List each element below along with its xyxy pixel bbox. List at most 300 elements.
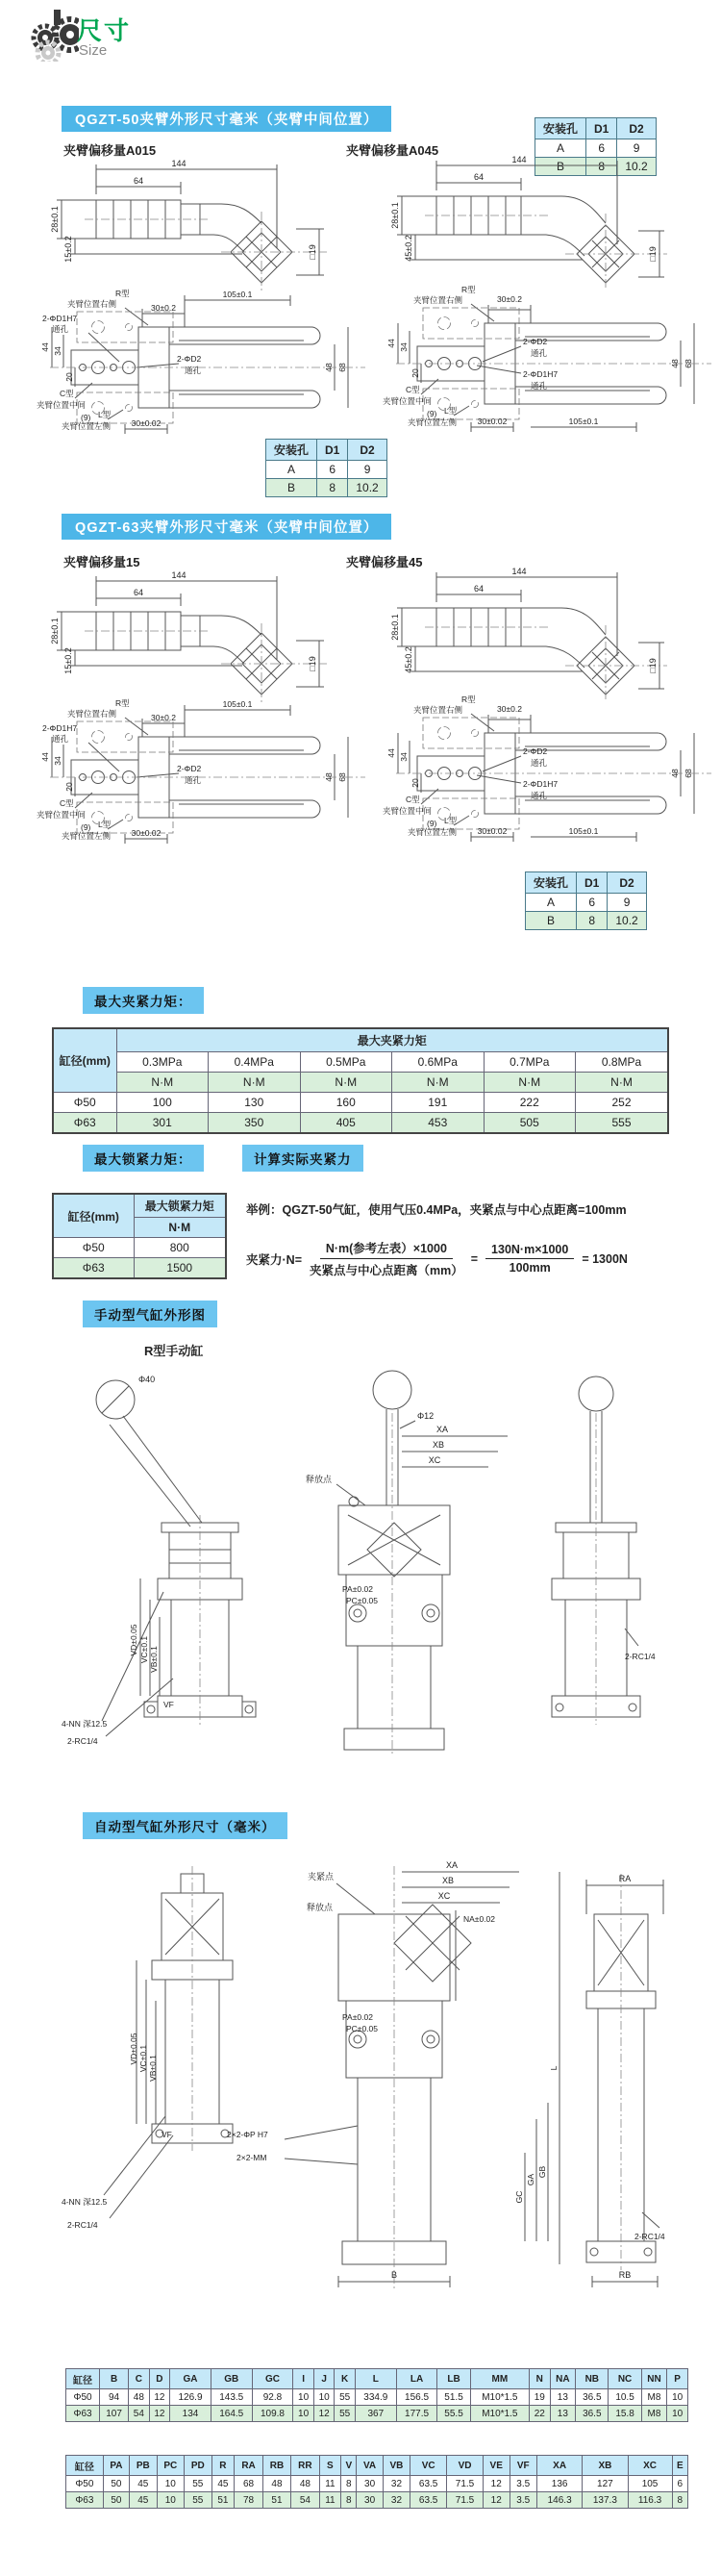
table-cell: 10 <box>293 2389 314 2406</box>
table-cell: M10*1.5 <box>470 2389 529 2406</box>
table-cell: 10 <box>157 2476 185 2492</box>
column-header: L <box>355 2369 396 2389</box>
table-cell: 13 <box>550 2406 576 2422</box>
formula-result: = 1300N <box>582 1251 628 1266</box>
type-desc: 夹臂位置右侧 <box>413 295 463 305</box>
span-header: 最大锁紧力矩 <box>134 1194 226 1218</box>
dim-label: 30±0.2 <box>497 294 522 304</box>
dim-label: □19 <box>648 658 658 673</box>
table-cell: A <box>266 461 317 479</box>
page-title: 尺寸 <box>77 16 132 45</box>
dim-label: 34 <box>53 756 62 766</box>
table-cell: B <box>526 912 577 930</box>
dim-label: 48 <box>670 769 680 778</box>
dim-label: 28±0.1 <box>390 614 400 641</box>
column-header: RB <box>262 2456 290 2476</box>
calc-title: 计算实际夹紧力 <box>242 1145 363 1172</box>
table-cell: 105 <box>628 2476 672 2492</box>
table-cell: 164.5 <box>211 2406 252 2422</box>
type-label: C型 <box>60 389 74 398</box>
mount-hole-table-2 <box>265 439 387 497</box>
dim-label: VF <box>163 1700 174 1709</box>
type-label: C型 <box>406 795 420 804</box>
column-header: VE <box>483 2456 510 2476</box>
pressure-cell: 0.8MPa <box>576 1052 669 1073</box>
type-label: L型 <box>444 406 458 416</box>
table-cell: 55 <box>335 2389 356 2406</box>
table-cell: 22 <box>530 2406 551 2422</box>
type-desc: 夹臂位置中间 <box>383 806 433 816</box>
dim-label: 15±0.2 <box>63 236 73 263</box>
dim-label: 68 <box>337 363 347 372</box>
type-desc: 夹臂位置右侧 <box>67 709 117 719</box>
table-cell: 12 <box>483 2476 510 2492</box>
table-cell: 45 <box>211 2476 235 2492</box>
table-cell: Φ50 <box>66 2389 100 2406</box>
dim-label: 45±0.2 <box>404 646 413 673</box>
dim-label: 20 <box>64 782 74 792</box>
table-cell: 11 <box>319 2476 341 2492</box>
span-header: 最大夹紧力矩 <box>116 1028 668 1052</box>
table-cell: 13 <box>550 2389 576 2406</box>
table-cell: 143.5 <box>211 2389 252 2406</box>
column-header: PB <box>130 2456 158 2476</box>
column-header: VA <box>357 2456 383 2476</box>
table-cell: B <box>535 158 586 176</box>
table-cell: 36.5 <box>576 2406 609 2422</box>
dim-label: 48 <box>670 359 680 368</box>
centerlines <box>425 214 667 290</box>
hole-label: 通孔 <box>185 775 202 785</box>
dim-label: (9) <box>427 819 437 828</box>
dim-label: PC±0.05 <box>346 1596 379 1605</box>
manual-subtitle: R型手动缸 <box>144 1344 204 1358</box>
value-cell: 350 <box>209 1113 301 1134</box>
header-row <box>266 440 387 461</box>
pressure-cell: 0.7MPa <box>484 1052 576 1073</box>
section1-header: QGZT-50夹臂外形尺寸毫米（夹臂中间位置） <box>62 106 391 132</box>
column-header: NC <box>609 2369 641 2389</box>
dim-label: 30±0.2 <box>497 704 522 714</box>
column-header: D2 <box>617 118 656 139</box>
table-cell: 127 <box>583 2476 628 2492</box>
dim-label: 44 <box>386 748 396 758</box>
offset-label-a015: 夹臂偏移量A015 <box>63 143 157 158</box>
fork-drawing-s1-left <box>35 287 371 439</box>
dim-label: 30±0.2 <box>151 713 176 722</box>
dim-label: 30±0.02 <box>477 417 508 426</box>
arm-geometry <box>397 572 664 695</box>
column-header: K <box>335 2369 356 2389</box>
type-label: C型 <box>406 385 420 394</box>
column-header: GA <box>170 2369 211 2389</box>
dim-label: VB±0.1 <box>149 1646 159 1673</box>
type-desc: 夹臂位置中间 <box>37 400 87 410</box>
gear-logo-icon <box>15 6 79 62</box>
type-label: C型 <box>60 798 74 808</box>
manual-view-middle <box>336 1371 508 1750</box>
column-header: VD <box>447 2456 484 2476</box>
table-cell: M10*1.5 <box>470 2406 529 2422</box>
table-cell: 54 <box>129 2406 150 2422</box>
manual-view-left <box>96 1380 256 1736</box>
table-cell: 68 <box>235 2476 262 2492</box>
dim-label: (9) <box>81 413 91 422</box>
dim-label: 64 <box>133 176 144 186</box>
column-header: 安装孔 <box>266 440 317 461</box>
table-cell: 32 <box>383 2492 410 2509</box>
fork-drawing-s2-right <box>381 693 717 848</box>
table-cell: 146.3 <box>537 2492 583 2509</box>
table-cell: 36.5 <box>576 2389 609 2406</box>
dim-label: VC±0.1 <box>139 1635 149 1664</box>
dim-label: 68 <box>337 772 347 782</box>
hole-label: 通孔 <box>52 734 69 744</box>
dim-label: 44 <box>40 752 50 762</box>
dimension-table-2 <box>65 2455 688 2509</box>
formula-fraction <box>310 1239 463 1278</box>
table-row <box>66 2406 688 2422</box>
dim-label: 105±0.1 <box>568 826 599 836</box>
bore-cell: Φ63 <box>53 1113 116 1134</box>
column-header: VF <box>510 2456 537 2476</box>
dim-label: 44 <box>386 339 396 348</box>
table-row <box>53 1093 668 1113</box>
table-cell: 78 <box>235 2492 262 2509</box>
dim-label: □19 <box>308 656 317 671</box>
table-cell: A <box>526 894 577 912</box>
auto-title: 自动型气缸外形尺寸（毫米） <box>83 1812 287 1839</box>
dim-label: PA±0.02 <box>342 1584 373 1594</box>
table-cell: 156.5 <box>396 2389 437 2406</box>
value-cell: 505 <box>484 1113 576 1134</box>
arm-drawing-s1-left <box>37 156 344 292</box>
table-cell: 367 <box>355 2406 396 2422</box>
formula-numerator: 130N·m×1000 <box>485 1243 574 1259</box>
value-cell: 222 <box>484 1093 576 1113</box>
column-header: E <box>672 2456 687 2476</box>
dim-label: XC <box>437 1891 451 1901</box>
table-cell: 137.3 <box>583 2492 628 2509</box>
table-cell: 177.5 <box>396 2406 437 2422</box>
dim-label: GA <box>526 2173 535 2186</box>
table-cell: 54 <box>291 2492 319 2509</box>
column-header: 缸径 <box>66 2369 100 2389</box>
table-cell: 8 <box>672 2492 687 2509</box>
dim-label: XC <box>428 1455 441 1465</box>
type-label: L型 <box>98 820 112 829</box>
table-cell: 55.5 <box>437 2406 470 2422</box>
page-subtitle: Size <box>79 42 108 59</box>
pressure-row <box>53 1052 668 1073</box>
type-desc: 夹臂位置右侧 <box>413 705 463 715</box>
calc-example: 举例：QGZT-50气缸，使用气压0.4MPa，夹紧点与中心点距离=100mm <box>246 1203 627 1217</box>
type-desc: 夹臂位置左侧 <box>62 421 112 431</box>
mount-hole-table-3 <box>525 871 647 930</box>
column-header: GB <box>211 2369 252 2389</box>
column-header: R <box>211 2456 235 2476</box>
centerlines <box>85 623 327 702</box>
auto-view-middle <box>285 1872 559 2287</box>
table-cell: 136 <box>537 2476 583 2492</box>
table-cell: Φ50 <box>66 2476 104 2492</box>
centerlines <box>85 212 327 290</box>
dim-label: 30±0.2 <box>151 303 176 313</box>
table-cell: 3.5 <box>510 2476 537 2492</box>
table-row <box>53 1194 226 1218</box>
dim-label: 20 <box>64 372 74 382</box>
table-cell: 9 <box>348 461 386 479</box>
column-header: RR <box>291 2456 319 2476</box>
column-header: 缸径 <box>66 2456 104 2476</box>
value-cell: 191 <box>392 1093 485 1113</box>
port-label: 2-RC1/4 <box>634 2232 665 2241</box>
formula-denominator: 100mm <box>509 1261 551 1275</box>
table-row <box>53 1113 668 1134</box>
table-cell: 109.8 <box>252 2406 293 2422</box>
type-label: R型 <box>115 698 130 708</box>
dim-label: XB <box>441 1876 455 1885</box>
dim-label: 45±0.2 <box>404 235 413 262</box>
table-cell: 55 <box>185 2476 212 2492</box>
table-cell: 15.8 <box>609 2406 641 2422</box>
dim-label: XB <box>432 1440 445 1450</box>
bore-cell: Φ50 <box>53 1093 116 1113</box>
type-desc: 夹臂位置中间 <box>37 810 87 820</box>
table-cell: 45 <box>130 2476 158 2492</box>
value-cell: 252 <box>576 1093 669 1113</box>
dim-label: (9) <box>81 822 91 832</box>
table-cell: 19 <box>530 2389 551 2406</box>
table-cell: 8 <box>341 2492 357 2509</box>
table-row <box>53 1238 226 1258</box>
dim-label: 64 <box>473 172 485 182</box>
hole-label: 2×2-MM <box>236 2153 267 2162</box>
table-cell: 334.9 <box>355 2389 396 2406</box>
gear-cluster <box>34 10 79 62</box>
table-cell: 8 <box>341 2476 357 2492</box>
header-row <box>526 872 647 894</box>
column-header: LB <box>437 2369 470 2389</box>
arm-drawing-s2-left <box>37 568 344 704</box>
dim-label: 30±0.02 <box>131 828 162 838</box>
dim-label: 144 <box>511 155 527 164</box>
arm-geometry <box>57 164 324 283</box>
formula-denominator: 夹紧点与中心点距离（mm） <box>310 1264 463 1277</box>
header-row <box>66 2369 688 2389</box>
table-cell: 32 <box>383 2476 410 2492</box>
table-row <box>526 912 647 930</box>
annotation-label: 释放点 <box>306 1903 333 1912</box>
column-header: D <box>149 2369 170 2389</box>
table-cell: 71.5 <box>447 2492 484 2509</box>
thread-label: 4-NN 深12.5 <box>62 2197 108 2207</box>
table-cell: 30 <box>357 2476 383 2492</box>
bore-cell: Φ63 <box>53 1258 134 1279</box>
dim-label: 30±0.02 <box>131 418 162 428</box>
column-header: V <box>341 2456 357 2476</box>
table-cell: B <box>266 479 317 497</box>
dim-label: 20 <box>410 778 420 788</box>
table-cell: 10.5 <box>609 2389 641 2406</box>
formula-lhs: 夹紧力·N= <box>246 1252 302 1267</box>
hole-label: 2-ΦD2 <box>177 764 202 773</box>
hole-label: 通孔 <box>185 366 202 375</box>
column-header: VC <box>410 2456 447 2476</box>
pressure-cell: 0.5MPa <box>300 1052 392 1073</box>
column-header: 安装孔 <box>526 872 577 894</box>
formula-fraction <box>485 1243 574 1275</box>
unit-cell: N·M <box>392 1073 485 1093</box>
dim-label: Φ40 <box>138 1375 156 1384</box>
fork-geometry <box>398 714 694 842</box>
dim-label: (9) <box>427 409 437 418</box>
dim-label: RA <box>618 1874 632 1883</box>
centerlines <box>425 625 667 702</box>
column-header: D2 <box>608 872 646 894</box>
dim-label: GB <box>537 2165 547 2179</box>
column-header: D1 <box>317 440 348 461</box>
value-cell: 301 <box>116 1113 209 1134</box>
type-desc: 夹臂位置左侧 <box>408 417 458 427</box>
dimension-table-1 <box>65 2368 688 2422</box>
type-label: R型 <box>115 289 130 298</box>
table-cell: 10 <box>293 2406 314 2422</box>
thread-label: 4-NN 深12.5 <box>62 1719 108 1729</box>
table-cell: 50 <box>103 2492 129 2509</box>
table-cell: 134 <box>170 2406 211 2422</box>
hole-label: 通孔 <box>531 381 548 391</box>
hole-label: 2-ΦD1H7 <box>523 779 559 789</box>
table-cell: 8 <box>577 912 608 930</box>
dim-label: 105±0.1 <box>222 290 253 299</box>
column-header: PA <box>103 2456 129 2476</box>
header-row <box>535 118 657 139</box>
type-desc: 夹臂位置左侧 <box>408 827 458 837</box>
dim-label: PA±0.02 <box>342 2012 373 2022</box>
dim-label: 105±0.1 <box>568 417 599 426</box>
value-cell: 100 <box>116 1093 209 1113</box>
type-desc: 夹臂位置左侧 <box>62 831 112 841</box>
port-label: 2-RC1/4 <box>67 1736 98 1746</box>
type-label: R型 <box>461 285 476 294</box>
table-cell: 63.5 <box>410 2492 447 2509</box>
arm-geometry <box>397 161 664 283</box>
annotation-label: 释放点 <box>306 1475 333 1484</box>
table-cell: 116.3 <box>628 2492 672 2509</box>
table-cell: 11 <box>319 2492 341 2509</box>
dim-label: 44 <box>40 342 50 352</box>
pressure-cell: 0.3MPa <box>116 1052 209 1073</box>
unit-cell: N·M <box>116 1073 209 1093</box>
dim-label: 48 <box>324 772 334 782</box>
arm-geometry <box>57 576 324 695</box>
dim-label: 34 <box>53 346 62 356</box>
value-cell: 800 <box>134 1238 226 1258</box>
fork-drawing-s1-right <box>381 283 717 439</box>
column-header: D1 <box>577 872 608 894</box>
dim-label: NA±0.02 <box>463 1914 496 1924</box>
table-cell: 10 <box>157 2492 185 2509</box>
table-cell: 51 <box>262 2492 290 2509</box>
table-cell: 10 <box>667 2406 688 2422</box>
table-cell: 48 <box>291 2476 319 2492</box>
dim-label: 105±0.1 <box>222 699 253 709</box>
table-cell: 92.8 <box>252 2389 293 2406</box>
dim-label: PC±0.05 <box>346 2024 379 2033</box>
value-cell: 130 <box>209 1093 301 1113</box>
max-lock-title: 最大锁紧力矩： <box>83 1145 204 1172</box>
dim-label: GC <box>514 2190 524 2204</box>
table-cell: 126.9 <box>170 2389 211 2406</box>
dim-label: 64 <box>473 584 485 593</box>
table-row <box>66 2389 688 2406</box>
pressure-cell: 0.6MPa <box>392 1052 485 1073</box>
offset-label-15: 夹臂偏移量15 <box>63 555 140 569</box>
fork-drawing-s2-left <box>35 696 371 848</box>
table-cell: 12 <box>483 2492 510 2509</box>
column-header: PC <box>157 2456 185 2476</box>
table-cell: 48 <box>262 2476 290 2492</box>
table-cell: 10 <box>313 2389 335 2406</box>
type-desc: 夹臂位置右侧 <box>67 299 117 309</box>
table-cell: 55 <box>335 2406 356 2422</box>
dim-label: 30±0.02 <box>477 826 508 836</box>
table-cell: M8 <box>641 2406 667 2422</box>
dim-label: VB±0.1 <box>148 2055 158 2082</box>
annotation-label: 夹紧点 <box>308 1872 335 1881</box>
column-header: XC <box>628 2456 672 2476</box>
bore-cell: Φ50 <box>53 1238 134 1258</box>
dim-label: 34 <box>399 752 409 762</box>
table-cell: 6 <box>577 894 608 912</box>
table-cell: 9 <box>608 894 646 912</box>
dim-label: 20 <box>410 368 420 378</box>
type-label: L型 <box>444 816 458 825</box>
table-row <box>53 1258 226 1279</box>
arm-drawing-s2-right <box>377 564 684 704</box>
dim-label: 28±0.1 <box>390 202 400 229</box>
table-row <box>266 479 387 497</box>
hole-label: 通孔 <box>531 348 548 358</box>
value-cell: 555 <box>576 1113 669 1134</box>
dim-label: 34 <box>399 342 409 352</box>
column-header: C <box>129 2369 150 2389</box>
fork-geometry <box>52 705 348 844</box>
table-cell: 71.5 <box>447 2476 484 2492</box>
auto-view-left <box>104 1874 233 2218</box>
dim-label: B <box>390 2270 398 2280</box>
table-cell: 55 <box>185 2492 212 2509</box>
table-row <box>266 461 387 479</box>
dim-label: □19 <box>308 244 317 260</box>
unit-cell: N·M <box>209 1073 301 1093</box>
unit-cell: N·M <box>134 1218 226 1238</box>
column-header: P <box>667 2369 688 2389</box>
hole-label: 通孔 <box>531 791 548 800</box>
value-cell: 453 <box>392 1113 485 1134</box>
hole-label: 通孔 <box>52 324 69 334</box>
dim-label: 144 <box>171 159 186 168</box>
table-cell: Φ63 <box>66 2406 100 2422</box>
table-cell: A <box>535 139 586 158</box>
table-row <box>66 2492 688 2509</box>
dim-label: 64 <box>133 588 144 597</box>
value-cell: 1500 <box>134 1258 226 1279</box>
column-header: D2 <box>348 440 386 461</box>
value-cell: 160 <box>300 1093 392 1113</box>
column-header: GC <box>252 2369 293 2389</box>
